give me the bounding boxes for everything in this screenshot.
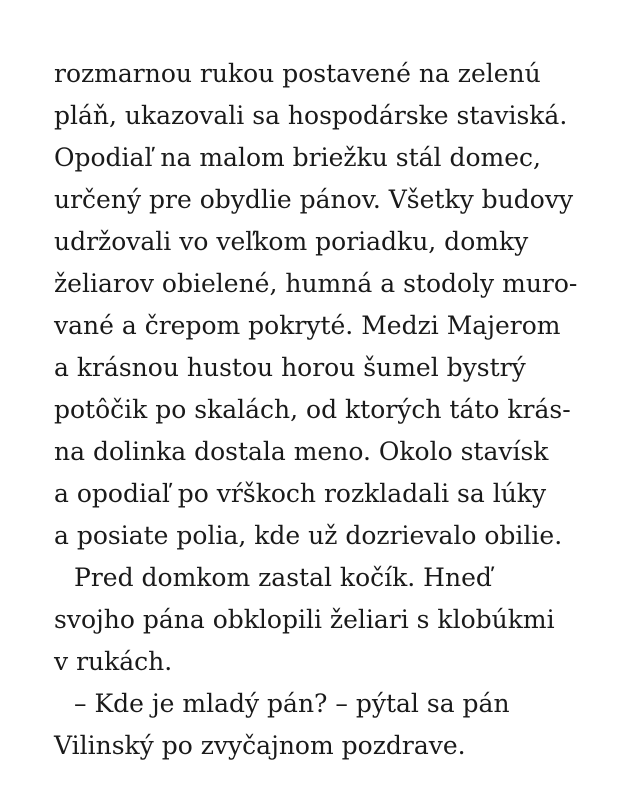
- paragraph-start-line: Pred domkom zastal kočík. Hneď: [74, 563, 492, 592]
- text-line: rozmarnou rukou postavené na zelenú: [54, 59, 541, 88]
- body-text: [54, 53, 594, 767]
- text-line: a posiate polia, kde už dozrievalo obilie.: [54, 521, 563, 550]
- text-line: Vilinský po zvyčajnom pozdrave.: [54, 731, 466, 760]
- text-line: na dolinka dostala meno. Okolo stavísk: [54, 437, 549, 466]
- text-line: a opodiaľ po vŕškoch rozkladali sa lúky: [54, 479, 547, 508]
- dialogue-line: – Kde je mladý pán? – pýtal sa pán: [74, 689, 510, 718]
- text-line: určený pre obydlie pánov. Všetky budovy: [54, 185, 574, 214]
- text-line: svojho pána obklopili želiari s klobúkmi: [54, 605, 555, 634]
- text-line: Opodiaľ na malom briežku stál domec,: [54, 143, 541, 172]
- text-line: v rukách.: [54, 647, 173, 676]
- text-line: vané a črepom pokryté. Medzi Majerom: [54, 311, 561, 340]
- text-line: potôčik po skalách, od ktorých táto krás-: [54, 395, 571, 424]
- text-line: a krásnou hustou horou šumel bystrý: [54, 353, 526, 382]
- text-line: pláň, ukazovali sa hospodárske staviská.: [54, 101, 568, 130]
- text-line: želiarov obielené, humná a stodoly muro-: [54, 269, 578, 298]
- text-line: udržovali vo veľkom poriadku, domky: [54, 227, 529, 256]
